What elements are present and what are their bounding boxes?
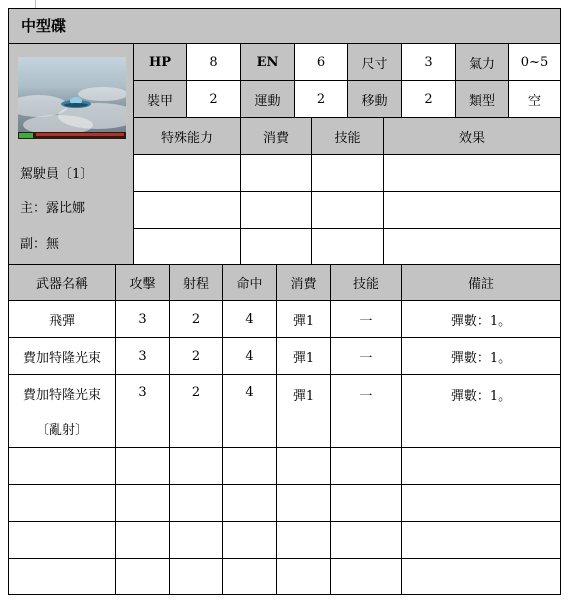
special-cell xyxy=(311,191,384,229)
special-header-cost: 消費 xyxy=(240,117,312,155)
special-cell xyxy=(240,191,312,229)
special-cell xyxy=(240,228,312,265)
special-cell xyxy=(240,154,312,192)
stat-label-armor: 裝甲 xyxy=(133,80,187,118)
weapon-header-hit: 命中 xyxy=(222,264,277,301)
stat-label-mobility: 運動 xyxy=(240,80,295,118)
stat-value-type: 空 xyxy=(508,80,561,118)
stat-value-morale: 0~5 xyxy=(508,43,561,81)
weapon-note: 彈數：1。 xyxy=(401,374,561,448)
special-cell xyxy=(133,154,241,192)
saucer-icon xyxy=(18,57,126,139)
weapon-header-skill: 技能 xyxy=(330,264,402,301)
weapon-skill: 一 xyxy=(330,300,402,338)
stat-label-type: 類型 xyxy=(455,80,509,118)
weapon-attack: 3 xyxy=(115,374,170,448)
weapon-hit: 4 xyxy=(222,300,277,338)
weapon-name: 飛彈 xyxy=(8,300,116,338)
weapon-name-suffix: 〔亂射〕 xyxy=(35,423,88,438)
weapon-cost: 彈1 xyxy=(276,300,331,338)
stat-label-hp: HP xyxy=(133,43,187,81)
special-cell xyxy=(383,228,561,265)
special-cell xyxy=(383,154,561,192)
weapon-header-attack: 攻擊 xyxy=(115,264,170,301)
unit-title: 中型碟 xyxy=(8,8,561,44)
weapon-range: 2 xyxy=(169,374,223,448)
stat-value-hp: 8 xyxy=(186,43,241,81)
weapon-name: 費加特隆光束 xyxy=(22,388,101,403)
weapon-note: 彈數：1。 xyxy=(401,337,561,375)
special-cell xyxy=(133,228,241,265)
weapon-cost: 彈1 xyxy=(276,374,331,448)
weapon-name: 費加特隆光束 xyxy=(8,337,116,375)
stat-value-size: 3 xyxy=(401,43,456,81)
stat-label-morale: 氣力 xyxy=(455,43,509,81)
weapon-name-cell xyxy=(8,374,116,448)
pilot-label: 駕駛員〔1〕 xyxy=(20,167,94,182)
weapon-cost: 彈1 xyxy=(276,337,331,375)
stat-value-move: 2 xyxy=(401,80,456,118)
special-header-effect: 效果 xyxy=(383,117,561,155)
special-cell xyxy=(383,191,561,229)
weapon-hit: 4 xyxy=(222,337,277,375)
stat-label-move: 移動 xyxy=(347,80,402,118)
weapon-header-name: 武器名稱 xyxy=(8,264,116,301)
unit-portrait-image xyxy=(18,57,126,139)
stat-value-armor: 2 xyxy=(186,80,241,118)
stat-value-mobility: 2 xyxy=(294,80,348,118)
weapon-header-range: 射程 xyxy=(169,264,223,301)
stat-value-en: 6 xyxy=(294,43,348,81)
special-header-ability: 特殊能力 xyxy=(133,117,241,155)
weapon-skill: 一 xyxy=(330,337,402,375)
stat-label-en: EN xyxy=(240,43,295,81)
weapon-skill: 一 xyxy=(330,374,402,448)
special-cell xyxy=(311,154,384,192)
weapon-range: 2 xyxy=(169,300,223,338)
special-cell xyxy=(311,228,384,265)
weapon-attack: 3 xyxy=(115,337,170,375)
special-cell xyxy=(133,191,241,229)
weapon-header-note: 備註 xyxy=(401,264,561,301)
pilot-sub: 副：無 xyxy=(20,237,60,252)
weapon-header-cost: 消費 xyxy=(276,264,331,301)
weapon-note: 彈數：1。 xyxy=(401,300,561,338)
weapon-range: 2 xyxy=(169,337,223,375)
pilot-main: 主：露比娜 xyxy=(20,201,86,216)
weapon-hit: 4 xyxy=(222,374,277,448)
stat-label-size: 尺寸 xyxy=(347,43,402,81)
weapon-attack: 3 xyxy=(115,300,170,338)
special-header-skill: 技能 xyxy=(311,117,384,155)
